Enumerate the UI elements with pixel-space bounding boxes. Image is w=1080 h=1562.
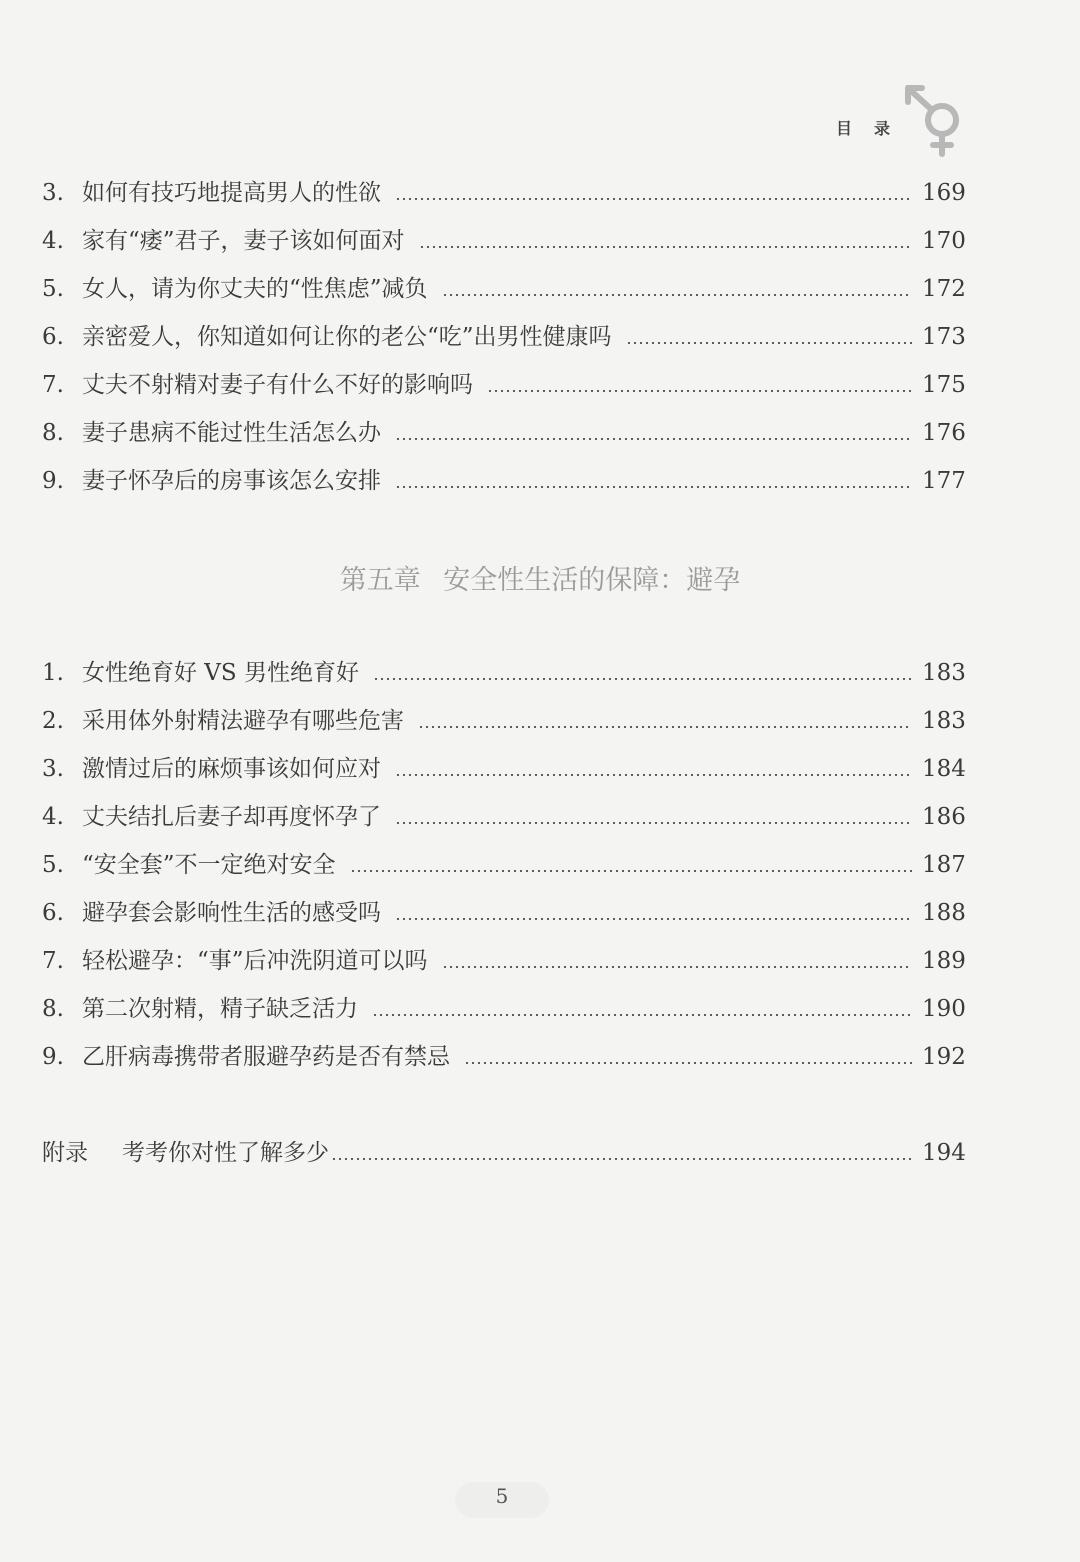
entry-page: 184 (922, 756, 966, 782)
entry-title: 如何有技巧地提高男人的性欲 (82, 180, 381, 206)
entry-page: 188 (922, 900, 966, 926)
toc-entry[interactable] (42, 366, 964, 400)
entry-number: 5. (42, 852, 64, 878)
entry-page: 183 (922, 708, 966, 734)
entry-page: 177 (922, 468, 966, 494)
entry-title: 女人，请为你丈夫的“性焦虑”减负 (82, 276, 428, 302)
entry-title: 妻子怀孕后的房事该怎么安排 (82, 468, 381, 494)
entry-title: 乙肝病毒携带者服避孕药是否有禁忌 (82, 1044, 450, 1070)
entry-page: 173 (922, 324, 966, 350)
dot-leader (626, 342, 912, 344)
dot-leader (442, 294, 912, 296)
entry-title: 采用体外射精法避孕有哪些危害 (82, 708, 404, 734)
dot-leader (350, 870, 912, 872)
toc-entry[interactable] (42, 846, 964, 880)
dot-leader (419, 246, 912, 248)
entry-page: 169 (922, 180, 966, 206)
entry-page: 172 (922, 276, 966, 302)
appendix-label: 附录 (42, 1140, 88, 1166)
dot-leader (395, 774, 912, 776)
page-number: 5 (495, 1484, 509, 1508)
entry-number: 6. (42, 900, 64, 926)
entry-page: 175 (922, 372, 966, 398)
entry-page: 190 (922, 996, 966, 1022)
toc-entry[interactable] (42, 702, 964, 736)
entry-page: 176 (922, 420, 966, 446)
dot-leader (487, 390, 912, 392)
entry-number: 2. (42, 708, 64, 734)
entry-number: 4. (42, 804, 64, 830)
entry-page: 186 (922, 804, 966, 830)
entry-title: 丈夫不射精对妻子有什么不好的影响吗 (82, 372, 473, 398)
toc-entry[interactable] (42, 894, 964, 928)
entry-number: 7. (42, 948, 64, 974)
dot-leader (464, 1062, 912, 1064)
gender-symbol-icon (896, 84, 972, 158)
entry-title: 考考你对性了解多少 (122, 1140, 329, 1166)
entry-title: 第二次射精，精子缺乏活力 (82, 996, 358, 1022)
entry-number: 3. (42, 756, 64, 782)
entry-number: 1. (42, 660, 64, 686)
toc-entry[interactable] (42, 798, 964, 832)
entry-title: 家有“痿”君子，妻子该如何面对 (82, 228, 405, 254)
dot-leader (395, 438, 912, 440)
toc-entry[interactable] (42, 654, 964, 688)
entry-page: 192 (922, 1044, 966, 1070)
entry-title: 妻子患病不能过性生活怎么办 (82, 420, 381, 446)
toc-entry[interactable] (42, 174, 964, 208)
dot-leader (395, 822, 912, 824)
dot-leader (331, 1158, 912, 1160)
entry-number: 8. (42, 420, 64, 446)
entry-title: 丈夫结扎后妻子却再度怀孕了 (82, 804, 381, 830)
toc-entry[interactable] (42, 270, 964, 304)
entry-title: 轻松避孕：“事”后冲洗阴道可以吗 (82, 948, 428, 974)
dot-leader (395, 486, 912, 488)
entry-number: 5. (42, 276, 64, 302)
entry-number: 6. (42, 324, 64, 350)
dot-leader (418, 726, 912, 728)
entry-page: 170 (922, 228, 966, 254)
entry-number: 7. (42, 372, 64, 398)
entry-title: “安全套”不一定绝对安全 (82, 852, 336, 878)
toc-entry[interactable] (42, 990, 964, 1024)
entry-number: 8. (42, 996, 64, 1022)
toc-entry[interactable] (42, 414, 964, 448)
toc-entry[interactable] (42, 942, 964, 976)
entry-title: 激情过后的麻烦事该如何应对 (82, 756, 381, 782)
entry-page: 189 (922, 948, 966, 974)
toc-entry-appendix[interactable] (42, 1134, 964, 1168)
entry-number: 9. (42, 1044, 64, 1070)
entry-title: 亲密爱人，你知道如何让你的老公“吃”出男性健康吗 (82, 324, 612, 350)
toc-entry[interactable] (42, 1038, 964, 1072)
entry-number: 9. (42, 468, 64, 494)
dot-leader (442, 966, 912, 968)
running-header-label: 目录 (836, 119, 913, 138)
entry-title: 避孕套会影响性生活的感受吗 (82, 900, 381, 926)
entry-title: 女性绝育好 VS 男性绝育好 (82, 660, 359, 686)
dot-leader (395, 918, 912, 920)
toc-entry[interactable] (42, 222, 964, 256)
dot-leader (372, 1014, 912, 1016)
entry-page: 187 (922, 852, 966, 878)
toc-entry[interactable] (42, 462, 964, 496)
entry-page: 194 (922, 1140, 966, 1166)
entry-page: 183 (922, 660, 966, 686)
toc-entry[interactable] (42, 318, 964, 352)
dot-leader (395, 198, 912, 200)
toc-entry[interactable] (42, 750, 964, 784)
chapter-title: 第五章 安全性生活的保障：避孕 (339, 565, 741, 596)
entry-number: 4. (42, 228, 64, 254)
dot-leader (373, 678, 912, 680)
entry-number: 3. (42, 180, 64, 206)
